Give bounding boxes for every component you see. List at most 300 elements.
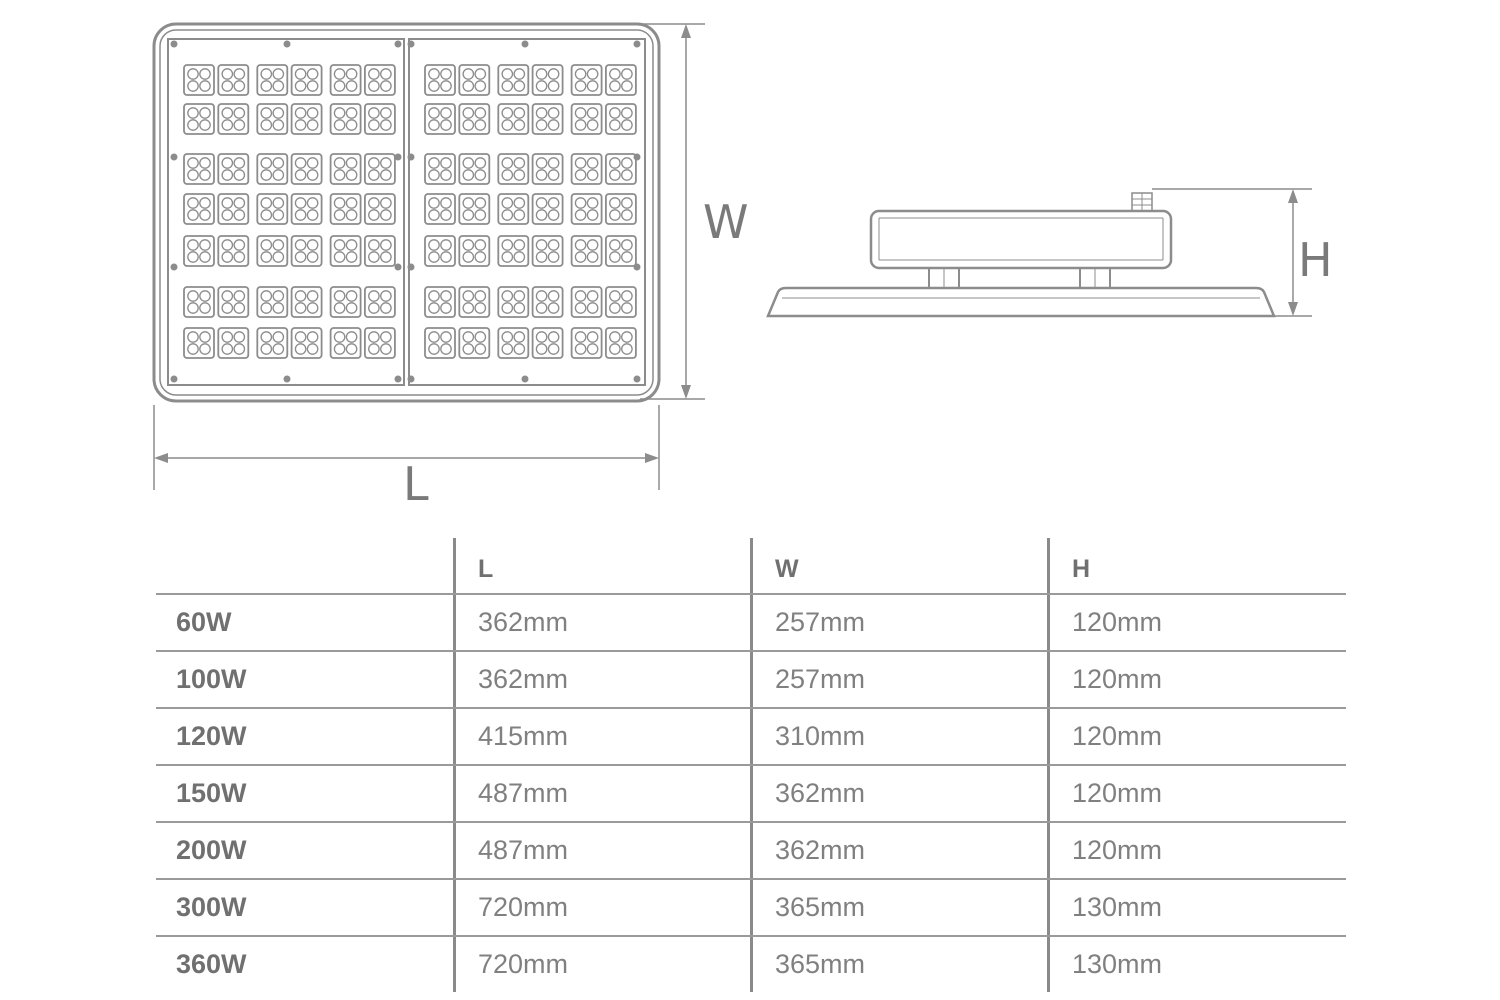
led-lens bbox=[200, 344, 210, 354]
led-lens bbox=[346, 240, 356, 250]
led-lens bbox=[475, 170, 485, 180]
led-lens bbox=[273, 303, 283, 313]
led-lens bbox=[307, 198, 317, 208]
led-module bbox=[365, 236, 395, 266]
length-cell: 415mm bbox=[453, 709, 750, 764]
height-cell: 120mm bbox=[1047, 766, 1346, 821]
led-lens bbox=[369, 303, 379, 313]
led-lens bbox=[441, 332, 451, 342]
led-lens bbox=[307, 69, 317, 79]
led-module bbox=[572, 194, 602, 224]
led-lens bbox=[273, 81, 283, 91]
led-lens bbox=[234, 240, 244, 250]
led-lens bbox=[429, 240, 439, 250]
length-cell: 720mm bbox=[453, 880, 750, 935]
led-lens bbox=[222, 198, 232, 208]
width-cell: 257mm bbox=[750, 595, 1047, 650]
led-lens bbox=[222, 303, 232, 313]
led-lens bbox=[536, 158, 546, 168]
led-lens bbox=[441, 303, 451, 313]
led-lens bbox=[587, 158, 597, 168]
led-lens bbox=[587, 332, 597, 342]
led-lens bbox=[514, 81, 524, 91]
led-lens bbox=[441, 198, 451, 208]
led-lens bbox=[381, 170, 391, 180]
led-lens bbox=[295, 158, 305, 168]
led-module bbox=[292, 328, 322, 358]
led-lens bbox=[295, 69, 305, 79]
led-module bbox=[498, 154, 528, 184]
led-module bbox=[572, 236, 602, 266]
led-lens bbox=[188, 210, 198, 220]
led-lens bbox=[295, 291, 305, 301]
led-lens bbox=[381, 108, 391, 118]
led-lens bbox=[381, 120, 391, 130]
led-lens bbox=[188, 120, 198, 130]
led-module bbox=[572, 104, 602, 134]
power-cell: 100W bbox=[176, 664, 247, 694]
led-module bbox=[184, 287, 214, 317]
led-lens bbox=[273, 120, 283, 130]
led-lens bbox=[261, 344, 271, 354]
length-cell: 487mm bbox=[453, 766, 750, 821]
led-lens bbox=[610, 69, 620, 79]
led-lens bbox=[502, 120, 512, 130]
led-module bbox=[331, 154, 361, 184]
led-lens bbox=[200, 240, 210, 250]
led-lens bbox=[575, 332, 585, 342]
led-lens bbox=[463, 170, 473, 180]
led-module bbox=[533, 65, 563, 95]
led-lens bbox=[261, 158, 271, 168]
power-cell: 360W bbox=[176, 949, 247, 979]
led-module bbox=[498, 194, 528, 224]
led-lens bbox=[346, 198, 356, 208]
led-lens bbox=[222, 332, 232, 342]
width-cell: 310mm bbox=[750, 709, 1047, 764]
led-lens bbox=[334, 252, 344, 262]
led-lens bbox=[475, 210, 485, 220]
led-lens bbox=[514, 303, 524, 313]
led-lens bbox=[188, 170, 198, 180]
led-lens bbox=[334, 198, 344, 208]
led-lens bbox=[575, 81, 585, 91]
screw-hole bbox=[634, 376, 641, 383]
led-lens bbox=[475, 303, 485, 313]
led-lens bbox=[381, 158, 391, 168]
led-lens bbox=[514, 120, 524, 130]
led-lens bbox=[610, 291, 620, 301]
power-cell: 200W bbox=[176, 835, 247, 865]
screw-hole bbox=[408, 41, 415, 48]
led-lens bbox=[334, 303, 344, 313]
led-module bbox=[184, 104, 214, 134]
screw-hole bbox=[171, 376, 178, 383]
led-lens bbox=[222, 108, 232, 118]
led-lens bbox=[369, 240, 379, 250]
led-module bbox=[606, 328, 636, 358]
table-row bbox=[156, 707, 1346, 764]
led-module bbox=[257, 154, 287, 184]
led-module bbox=[365, 65, 395, 95]
led-lens bbox=[502, 252, 512, 262]
led-lens bbox=[463, 81, 473, 91]
led-lens bbox=[587, 120, 597, 130]
table-row bbox=[156, 878, 1346, 935]
led-lens bbox=[334, 108, 344, 118]
led-lens bbox=[295, 332, 305, 342]
led-lens bbox=[261, 303, 271, 313]
led-lens bbox=[369, 108, 379, 118]
led-lens bbox=[334, 69, 344, 79]
led-lens bbox=[381, 303, 391, 313]
led-module bbox=[498, 287, 528, 317]
led-lens bbox=[463, 344, 473, 354]
led-lens bbox=[200, 108, 210, 118]
led-lens bbox=[587, 303, 597, 313]
screw-hole bbox=[522, 41, 529, 48]
led-lens bbox=[273, 69, 283, 79]
led-lens bbox=[575, 240, 585, 250]
led-lens bbox=[234, 81, 244, 91]
led-lens bbox=[463, 303, 473, 313]
screw-hole bbox=[395, 376, 402, 383]
led-lens bbox=[381, 81, 391, 91]
led-module bbox=[498, 236, 528, 266]
led-lens bbox=[234, 291, 244, 301]
led-lens bbox=[429, 344, 439, 354]
led-lens bbox=[200, 69, 210, 79]
led-lens bbox=[548, 198, 558, 208]
led-lens bbox=[536, 69, 546, 79]
led-module bbox=[218, 104, 248, 134]
led-module bbox=[218, 65, 248, 95]
table-row bbox=[156, 821, 1346, 878]
led-lens bbox=[475, 81, 485, 91]
led-lens bbox=[381, 69, 391, 79]
led-lens bbox=[548, 344, 558, 354]
led-lens bbox=[441, 210, 451, 220]
led-module bbox=[606, 236, 636, 266]
led-lens bbox=[475, 108, 485, 118]
led-lens bbox=[234, 170, 244, 180]
led-lens bbox=[514, 170, 524, 180]
led-lens bbox=[334, 170, 344, 180]
led-lens bbox=[536, 332, 546, 342]
led-lens bbox=[548, 69, 558, 79]
led-module bbox=[425, 65, 455, 95]
led-lens bbox=[234, 252, 244, 262]
led-lens bbox=[261, 240, 271, 250]
led-lens bbox=[334, 344, 344, 354]
led-module bbox=[533, 154, 563, 184]
led-module bbox=[459, 65, 489, 95]
led-lens bbox=[273, 332, 283, 342]
screw-holes bbox=[171, 41, 641, 383]
led-lens bbox=[514, 210, 524, 220]
led-lens bbox=[575, 344, 585, 354]
led-lens bbox=[429, 198, 439, 208]
led-lens bbox=[307, 252, 317, 262]
led-module bbox=[498, 328, 528, 358]
led-lens bbox=[346, 291, 356, 301]
led-lens bbox=[575, 303, 585, 313]
width-cell: 257mm bbox=[750, 652, 1047, 707]
led-lens bbox=[429, 252, 439, 262]
width-cell: 365mm bbox=[750, 880, 1047, 935]
led-lens bbox=[441, 120, 451, 130]
led-lens bbox=[273, 170, 283, 180]
led-lens bbox=[188, 344, 198, 354]
led-lens bbox=[346, 344, 356, 354]
led-module bbox=[257, 328, 287, 358]
width-cell: 362mm bbox=[750, 766, 1047, 821]
led-module bbox=[218, 236, 248, 266]
led-lens bbox=[222, 291, 232, 301]
led-module bbox=[572, 328, 602, 358]
screw-hole bbox=[395, 264, 402, 271]
led-lens bbox=[429, 303, 439, 313]
led-lens bbox=[536, 240, 546, 250]
led-lens bbox=[463, 108, 473, 118]
led-lens bbox=[429, 69, 439, 79]
led-module bbox=[425, 104, 455, 134]
led-lens bbox=[622, 158, 632, 168]
led-lens bbox=[429, 210, 439, 220]
led-lens bbox=[622, 303, 632, 313]
driver-box bbox=[871, 211, 1171, 268]
led-lens bbox=[475, 240, 485, 250]
width-label: W bbox=[703, 195, 749, 249]
led-lens bbox=[334, 291, 344, 301]
table-row bbox=[156, 650, 1346, 707]
led-lens bbox=[514, 198, 524, 208]
led-module bbox=[292, 194, 322, 224]
led-lens bbox=[222, 170, 232, 180]
led-module bbox=[292, 154, 322, 184]
length-cell: 362mm bbox=[453, 595, 750, 650]
led-lens bbox=[188, 332, 198, 342]
led-lens bbox=[369, 69, 379, 79]
led-module bbox=[257, 104, 287, 134]
led-lens bbox=[502, 344, 512, 354]
led-lens bbox=[463, 252, 473, 262]
height-label: H bbox=[1298, 233, 1333, 287]
led-lens bbox=[222, 252, 232, 262]
led-lens bbox=[610, 158, 620, 168]
led-lens bbox=[610, 170, 620, 180]
led-module bbox=[184, 194, 214, 224]
led-lens bbox=[441, 108, 451, 118]
height-dimension bbox=[1152, 189, 1333, 316]
led-lens bbox=[307, 332, 317, 342]
led-lens bbox=[610, 210, 620, 220]
length-cell: 720mm bbox=[453, 937, 750, 992]
led-lens bbox=[548, 158, 558, 168]
led-lens bbox=[475, 291, 485, 301]
led-lens bbox=[429, 120, 439, 130]
led-lens bbox=[381, 291, 391, 301]
led-lens bbox=[502, 291, 512, 301]
led-lens bbox=[475, 120, 485, 130]
led-lens bbox=[234, 120, 244, 130]
led-lens bbox=[307, 303, 317, 313]
led-module bbox=[459, 236, 489, 266]
led-module bbox=[533, 287, 563, 317]
power-cell: 60W bbox=[176, 607, 232, 637]
led-lens bbox=[475, 332, 485, 342]
led-lens bbox=[261, 120, 271, 130]
led-module bbox=[459, 154, 489, 184]
screw-hole bbox=[634, 41, 641, 48]
power-cell: 120W bbox=[176, 721, 247, 751]
led-lens bbox=[548, 81, 558, 91]
led-module bbox=[257, 287, 287, 317]
led-module bbox=[459, 287, 489, 317]
screw-hole bbox=[634, 264, 641, 271]
led-lens bbox=[502, 108, 512, 118]
led-lens bbox=[463, 240, 473, 250]
led-lens bbox=[441, 158, 451, 168]
cable-gland bbox=[1132, 193, 1152, 211]
led-lens bbox=[381, 210, 391, 220]
led-lens bbox=[610, 198, 620, 208]
led-module bbox=[425, 194, 455, 224]
led-lens bbox=[369, 158, 379, 168]
led-module bbox=[184, 328, 214, 358]
led-lens bbox=[502, 332, 512, 342]
led-lens bbox=[307, 108, 317, 118]
led-lens bbox=[346, 81, 356, 91]
screw-hole bbox=[408, 376, 415, 383]
led-module bbox=[331, 328, 361, 358]
led-module bbox=[425, 328, 455, 358]
led-lens bbox=[188, 158, 198, 168]
led-lens bbox=[381, 240, 391, 250]
led-lens bbox=[610, 252, 620, 262]
led-module bbox=[184, 236, 214, 266]
led-module bbox=[365, 104, 395, 134]
led-lens bbox=[381, 198, 391, 208]
led-lens bbox=[610, 303, 620, 313]
led-lens bbox=[475, 344, 485, 354]
led-module bbox=[218, 194, 248, 224]
led-lens bbox=[502, 240, 512, 250]
led-module bbox=[292, 236, 322, 266]
led-lens bbox=[587, 291, 597, 301]
led-lens bbox=[222, 81, 232, 91]
led-lens bbox=[261, 81, 271, 91]
led-lens bbox=[273, 108, 283, 118]
front-view bbox=[154, 24, 659, 401]
led-lens bbox=[575, 291, 585, 301]
led-lens bbox=[514, 158, 524, 168]
led-lens bbox=[575, 252, 585, 262]
led-lens bbox=[307, 120, 317, 130]
led-lens bbox=[575, 120, 585, 130]
led-lens bbox=[514, 291, 524, 301]
led-module bbox=[425, 236, 455, 266]
led-lens bbox=[575, 69, 585, 79]
led-lens bbox=[441, 291, 451, 301]
led-lens bbox=[369, 344, 379, 354]
length-cell: 362mm bbox=[453, 652, 750, 707]
led-lens bbox=[622, 210, 632, 220]
led-lens bbox=[536, 108, 546, 118]
led-lens bbox=[234, 198, 244, 208]
led-lens bbox=[475, 252, 485, 262]
led-lens bbox=[369, 210, 379, 220]
led-lens bbox=[295, 81, 305, 91]
led-lens bbox=[346, 69, 356, 79]
led-lens bbox=[222, 240, 232, 250]
led-lens bbox=[548, 170, 558, 180]
led-lens bbox=[200, 158, 210, 168]
led-lens bbox=[334, 332, 344, 342]
led-lens bbox=[234, 69, 244, 79]
led-lens bbox=[429, 170, 439, 180]
led-module bbox=[292, 287, 322, 317]
led-module bbox=[606, 154, 636, 184]
led-module bbox=[292, 104, 322, 134]
led-lens bbox=[188, 303, 198, 313]
led-lens bbox=[441, 69, 451, 79]
led-lens bbox=[381, 252, 391, 262]
led-lens bbox=[587, 344, 597, 354]
led-lens bbox=[622, 344, 632, 354]
led-lens bbox=[234, 344, 244, 354]
led-lens bbox=[188, 291, 198, 301]
led-lens bbox=[441, 252, 451, 262]
led-lens bbox=[610, 120, 620, 130]
power-cell: 150W bbox=[176, 778, 247, 808]
led-module bbox=[218, 154, 248, 184]
led-lens bbox=[548, 252, 558, 262]
led-lens bbox=[307, 81, 317, 91]
led-lens bbox=[369, 332, 379, 342]
led-module bbox=[606, 65, 636, 95]
led-lens bbox=[334, 120, 344, 130]
screw-hole bbox=[634, 154, 641, 161]
led-lens bbox=[441, 170, 451, 180]
led-module bbox=[459, 328, 489, 358]
led-lens bbox=[622, 291, 632, 301]
width-dimension bbox=[640, 24, 748, 399]
led-lens bbox=[369, 252, 379, 262]
led-lens bbox=[463, 158, 473, 168]
led-lens bbox=[369, 81, 379, 91]
led-lens bbox=[514, 344, 524, 354]
led-lens bbox=[622, 120, 632, 130]
led-lens bbox=[429, 158, 439, 168]
led-module bbox=[498, 104, 528, 134]
led-lens bbox=[587, 240, 597, 250]
led-lens bbox=[346, 158, 356, 168]
led-lens bbox=[200, 303, 210, 313]
led-lens bbox=[234, 303, 244, 313]
screw-hole bbox=[395, 41, 402, 48]
led-lens bbox=[200, 210, 210, 220]
led-lens bbox=[548, 210, 558, 220]
led-lens bbox=[346, 332, 356, 342]
screw-hole bbox=[284, 41, 291, 48]
led-lens bbox=[261, 252, 271, 262]
led-lens bbox=[261, 108, 271, 118]
led-lens bbox=[514, 108, 524, 118]
table-header-row bbox=[156, 538, 1346, 593]
led-lens bbox=[463, 69, 473, 79]
led-lens bbox=[273, 344, 283, 354]
